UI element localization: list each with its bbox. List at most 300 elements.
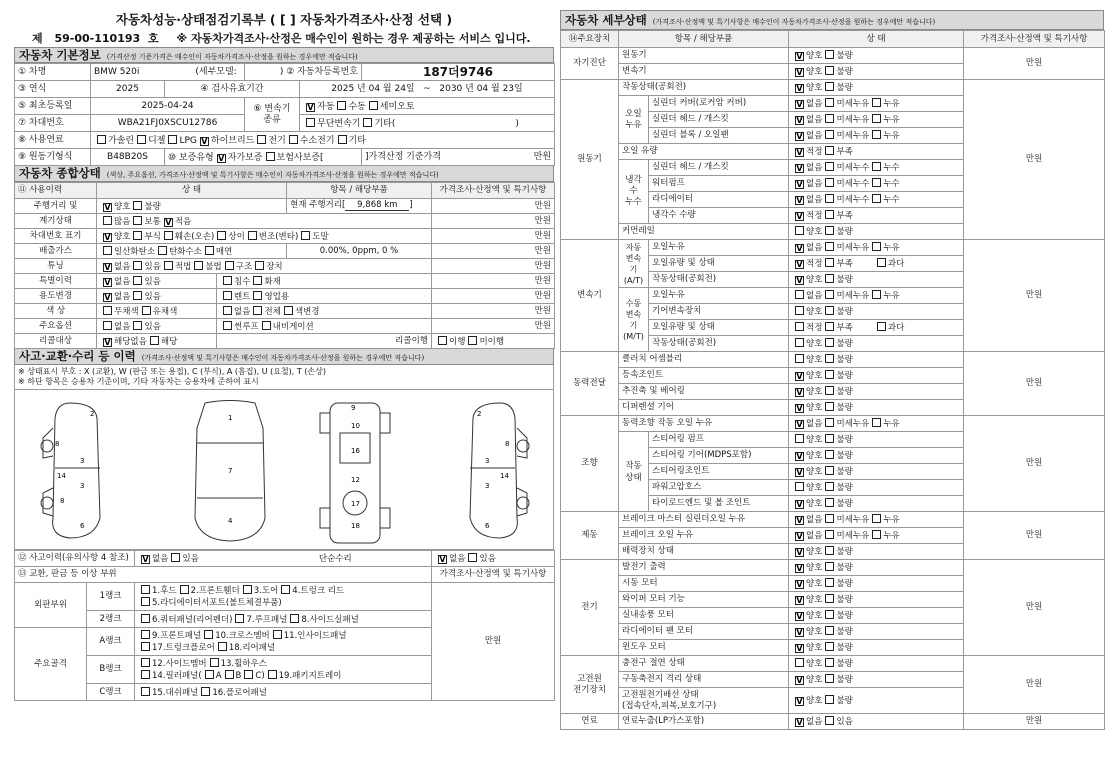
state-i1: 양호 불량	[789, 656, 964, 672]
special-options: V 없음 있음	[97, 274, 217, 289]
accident-table	[14, 550, 555, 701]
checkbox-smoke[interactable]	[205, 246, 214, 255]
item-c3: 작동상태(공회전)	[649, 272, 789, 288]
svg-text:3: 3	[485, 457, 490, 465]
mileage-label: 주행거리 및	[15, 199, 97, 214]
checkbox-hc[interactable]	[158, 246, 167, 255]
special-details: 침수 화재	[217, 274, 432, 289]
checkbox-navi[interactable]	[262, 321, 271, 330]
checkbox-p10[interactable]	[204, 630, 213, 639]
checkbox-g1-none[interactable]: V	[796, 516, 803, 525]
checkbox-b1-good[interactable]: V	[796, 84, 803, 93]
checkbox-auto[interactable]: V	[307, 102, 314, 112]
checkbox-d2-good[interactable]: V	[796, 372, 803, 381]
label-validity: ④ 검사유효기간	[165, 81, 300, 98]
checkbox-b8-none[interactable]: V	[796, 196, 803, 205]
checkbox-sunroof[interactable]	[223, 321, 232, 330]
checkbox-c4-leak[interactable]	[872, 290, 881, 299]
emission-label: 배출가스	[15, 244, 97, 259]
checkbox-warranty-ins[interactable]	[266, 152, 275, 161]
checkbox-b3-minor[interactable]	[825, 114, 834, 123]
checkbox-c3-bad[interactable]	[825, 274, 834, 283]
checkbox-fuel-0[interactable]	[97, 135, 106, 144]
header-state: 상 태	[789, 31, 964, 48]
checkbox-f6-good[interactable]: V	[796, 500, 803, 509]
checkbox-semi[interactable]	[369, 101, 378, 110]
item-b3: 실린더 헤드 / 개스킷	[649, 112, 789, 128]
state-b8: V 없음 미세누수 누수	[789, 192, 964, 208]
checkbox-h4-good[interactable]: V	[796, 612, 803, 621]
checkbox-d3-good[interactable]: V	[796, 388, 803, 397]
svg-text:2: 2	[477, 410, 482, 418]
item-i2: 구동축전지 격리 상태	[619, 672, 789, 688]
parts-price: 만원	[432, 583, 555, 701]
checkbox-p11[interactable]	[273, 630, 282, 639]
state-j1: V 없음 있음	[789, 714, 964, 730]
item-f5: 파워고압호스	[649, 480, 789, 496]
checkbox-a1-good[interactable]: V	[796, 52, 803, 61]
label-first-reg: ⑤ 최초등록일	[15, 98, 91, 115]
detail-table	[560, 30, 1105, 730]
checkbox-c5-good[interactable]	[795, 306, 804, 315]
checkbox-p13[interactable]	[210, 658, 219, 667]
state-h3: V 양호 불량	[789, 592, 964, 608]
svg-text:6: 6	[485, 522, 490, 530]
group-engine: 원동기	[561, 80, 619, 240]
checkbox-purpose-exist[interactable]	[133, 291, 142, 300]
car-side-right-diagram	[445, 398, 535, 543]
car-name: BMW 520i (세부모델:	[91, 64, 245, 81]
mileage-state: 많음 보통 V 적음	[97, 214, 432, 229]
checkbox-h4-bad[interactable]	[825, 610, 834, 619]
checkbox-c1-minor[interactable]	[825, 242, 834, 251]
checkbox-f5-bad[interactable]	[825, 482, 834, 491]
checkbox-f2-good[interactable]	[795, 434, 804, 443]
checkbox-purpose-none[interactable]: V	[104, 292, 111, 302]
rank2-label: 2랭크	[87, 611, 135, 628]
checkbox-plate-2[interactable]	[164, 231, 173, 240]
checkbox-meter-bad[interactable]	[133, 201, 142, 210]
svg-text:14: 14	[500, 472, 509, 480]
checkbox-b2-none[interactable]: V	[796, 100, 803, 109]
checkbox-business[interactable]	[253, 291, 262, 300]
auto-trans-label: 자동 변속기 (A/T)	[619, 240, 649, 288]
checkbox-c6-proper[interactable]	[795, 322, 804, 331]
rank1-label: 1랭크	[87, 583, 135, 611]
price-drivetrain: 만원	[964, 352, 1105, 416]
checkbox-plate-0[interactable]: V	[104, 232, 111, 242]
checkbox-b3-none[interactable]: V	[796, 116, 803, 125]
checkbox-d1-bad[interactable]	[825, 354, 834, 363]
checkbox-color-change[interactable]	[284, 306, 293, 315]
checkbox-d4-good[interactable]: V	[796, 404, 803, 413]
recall-performance-label: 리콜이행	[217, 334, 432, 349]
checkbox-b4-minor[interactable]	[825, 130, 834, 139]
checkbox-d2-bad[interactable]	[825, 370, 834, 379]
state-i3: V 양호 불량	[789, 688, 964, 714]
checkbox-g3-bad[interactable]	[825, 546, 834, 555]
checkbox-h1-bad[interactable]	[825, 562, 834, 571]
parts-label: ⑬ 교환, 판금 등 이상 부위	[15, 567, 432, 583]
checkbox-p4[interactable]	[281, 585, 290, 594]
checkbox-special-exist[interactable]	[133, 276, 142, 285]
checkbox-p9[interactable]	[141, 630, 150, 639]
state-f1: V 없음 미세누유 누유	[789, 416, 964, 432]
meter-state: V 양호 불량	[97, 199, 287, 214]
checkbox-i2-bad[interactable]	[825, 674, 834, 683]
checkbox-color-none[interactable]	[223, 306, 232, 315]
item-f6: 타이로드엔드 및 볼 조인트	[649, 496, 789, 512]
checkbox-b6-none[interactable]: V	[796, 164, 803, 173]
checkbox-h2-good[interactable]: V	[796, 580, 803, 589]
state-f4: V 양호 불량	[789, 464, 964, 480]
checkbox-repair-exist[interactable]	[468, 553, 477, 562]
service-notice: ※ 자동차가격조사·산정은 매수인이 원하는 경우 제공하는 서비스 입니다.	[176, 32, 531, 45]
checkbox-b4-none[interactable]: V	[796, 132, 803, 141]
checkbox-f4-bad[interactable]	[825, 466, 834, 475]
plate-state: V 양호 부식 훼손(오손) 상이 변조(변타) 도말	[97, 229, 432, 244]
svg-text:3: 3	[485, 482, 490, 490]
checkbox-b8-minor[interactable]	[825, 194, 834, 203]
tuning-options: V 없음 있음 적법 불법 구조 장치	[97, 259, 432, 274]
checkbox-rent[interactable]	[223, 291, 232, 300]
checkbox-g2-minor[interactable]	[825, 530, 834, 539]
basic-info-note: (가격산정 기준가격은 매수인이 자동차가격조사·산정을 원하는 경우에만 적습니다)	[106, 53, 358, 61]
checkbox-a2-good[interactable]: V	[796, 68, 803, 77]
label-car-name: ① 차명	[15, 64, 91, 81]
emission-options: 일산화탄소 탄화수소 매연	[97, 244, 287, 259]
checkbox-f4-good[interactable]: V	[796, 468, 803, 477]
item-b2: 실린더 커버(로커암 커버)	[649, 96, 789, 112]
checkbox-b2-minor[interactable]	[825, 98, 834, 107]
checkbox-f1-minor[interactable]	[825, 418, 834, 427]
state-b9: V 적정 부족	[789, 208, 964, 224]
checkbox-p17[interactable]	[141, 642, 150, 651]
checkbox-c1-none[interactable]: V	[796, 244, 803, 253]
checkbox-b7-leak[interactable]	[872, 178, 881, 187]
checkbox-d3-bad[interactable]	[825, 386, 834, 395]
checkbox-i2-good[interactable]: V	[796, 676, 803, 685]
first-reg-date: 2025-04-24	[91, 98, 245, 115]
checkbox-recall-yes[interactable]	[150, 336, 159, 345]
state-c5: 양호 불량	[789, 304, 964, 320]
item-c7: 작동상태(공회전)	[649, 336, 789, 352]
checkbox-fire[interactable]	[253, 276, 262, 285]
checkbox-h1-good[interactable]: V	[796, 564, 803, 573]
checkbox-chro[interactable]	[142, 306, 151, 315]
parts-price-header: 가격조사·산정액 및 특기사항	[432, 567, 555, 583]
checkbox-h6-good[interactable]: V	[796, 644, 803, 653]
label-engine: ⑨ 원동기형식	[15, 149, 91, 166]
checkbox-c6-over[interactable]	[877, 322, 886, 331]
checkbox-c4-minor[interactable]	[825, 290, 834, 299]
state-b4: V 없음 미세누유 누유	[789, 128, 964, 144]
price-mileage: 만원	[432, 199, 555, 214]
item-h6: 윈도우 모터	[619, 640, 789, 656]
checkbox-option-exist[interactable]	[133, 321, 142, 330]
item-h5: 라디에이터 팬 모터	[619, 624, 789, 640]
checkbox-option-none[interactable]	[103, 321, 112, 330]
state-b2: V 없음 미세누유 누유	[789, 96, 964, 112]
checkbox-p15[interactable]	[141, 687, 150, 696]
checkbox-recall-na[interactable]: V	[104, 337, 111, 347]
checkbox-special-none[interactable]: V	[104, 277, 111, 287]
checkbox-c6-lack[interactable]	[825, 322, 834, 331]
checkbox-h5-good[interactable]: V	[796, 628, 803, 637]
state-a2: V 양호 불량	[789, 64, 964, 80]
checkbox-tune-1[interactable]	[133, 261, 142, 270]
checkbox-g1-minor[interactable]	[825, 514, 834, 523]
checkbox-cvt[interactable]	[306, 118, 315, 127]
price-tuning: 만원	[432, 259, 555, 274]
checkbox-p8[interactable]	[290, 614, 299, 623]
header-state: 상 태	[97, 183, 287, 199]
item-b5: 오일 유량	[619, 144, 789, 160]
recall-label: 리콜대상	[15, 334, 97, 349]
checkbox-manual[interactable]	[337, 101, 346, 110]
item-i1: 충전구 절연 상태	[619, 656, 789, 672]
checkbox-achro[interactable]	[103, 306, 112, 315]
ranka-label: A랭크	[87, 628, 135, 656]
svg-text:14: 14	[57, 472, 66, 480]
checkbox-tune-3[interactable]	[194, 261, 203, 270]
checkbox-b3-leak[interactable]	[872, 114, 881, 123]
outer-panel-label: 외판부위	[15, 583, 87, 628]
checkbox-fuel-2[interactable]	[168, 135, 177, 144]
state-c2: V 적정 부족 과다	[789, 256, 964, 272]
checkbox-i3-good[interactable]: V	[796, 697, 803, 706]
checkbox-p12[interactable]	[141, 658, 150, 667]
checkbox-b7-minor[interactable]	[825, 178, 834, 187]
checkbox-c7-bad[interactable]	[825, 338, 834, 347]
checkbox-tune-5[interactable]	[255, 261, 264, 270]
overall-header	[14, 166, 554, 182]
item-f3: 스티어링 기어(MDPS포함)	[649, 448, 789, 464]
checkbox-plate-4[interactable]	[248, 231, 257, 240]
color-options: 무채색 유채색	[97, 304, 217, 319]
checkbox-p19[interactable]	[268, 670, 277, 679]
plate-label: 차대번호 표기	[15, 229, 97, 244]
checkbox-plate-3[interactable]	[217, 231, 226, 240]
checkbox-fuel-5[interactable]	[289, 135, 298, 144]
checkbox-b9-lack[interactable]	[825, 210, 834, 219]
checkbox-tune-2[interactable]	[164, 261, 173, 270]
checkbox-i1-bad[interactable]	[825, 658, 834, 667]
checkbox-recall-not[interactable]	[468, 336, 477, 345]
checkbox-pillar-c[interactable]	[244, 670, 253, 679]
svg-text:16: 16	[351, 447, 360, 455]
checkbox-i1-good[interactable]	[795, 658, 804, 667]
item-g3: 배력장치 상태	[619, 544, 789, 560]
checkbox-c1-leak[interactable]	[872, 242, 881, 251]
checkbox-f3-bad[interactable]	[825, 450, 834, 459]
checkbox-c2-over[interactable]	[877, 258, 886, 267]
accident-legend	[14, 365, 554, 390]
price-engine: 만원	[964, 80, 1105, 240]
state-g3: V 양호 불량	[789, 544, 964, 560]
item-d2: 등속조인트	[619, 368, 789, 384]
recall-performance: 이행 미이행	[432, 334, 555, 349]
checkbox-b10-bad[interactable]	[825, 226, 834, 235]
checkbox-h3-good[interactable]: V	[796, 596, 803, 605]
checkbox-c3-good[interactable]: V	[796, 276, 803, 285]
checkbox-p18[interactable]	[218, 642, 227, 651]
engine-type: B48B20S	[91, 149, 165, 166]
item-d3: 추진축 및 베어링	[619, 384, 789, 400]
rankb-label: B랭크	[87, 656, 135, 684]
number-label: 제	[32, 32, 43, 45]
checkbox-accident-none[interactable]: V	[142, 555, 149, 564]
group-transmission: 변속기	[561, 240, 619, 352]
checkbox-warranty-self[interactable]: V	[218, 153, 225, 163]
coolant-leak-label: 냉각수 누수	[619, 160, 649, 224]
checkbox-repair-none[interactable]: V	[439, 555, 446, 564]
item-c5: 기어변속장치	[649, 304, 789, 320]
checkbox-g3-good[interactable]: V	[796, 548, 803, 557]
checkbox-h6-bad[interactable]	[825, 642, 834, 651]
checkbox-f3-good[interactable]: V	[796, 452, 803, 461]
item-b9: 냉각수 수량	[649, 208, 789, 224]
checkbox-a2-bad[interactable]	[825, 66, 834, 75]
checkbox-f1-leak[interactable]	[872, 418, 881, 427]
checkbox-b6-minor[interactable]	[825, 162, 834, 171]
state-d1: 양호 불량	[789, 352, 964, 368]
checkbox-fuel-1[interactable]	[137, 135, 146, 144]
state-h1: V 양호 불량	[789, 560, 964, 576]
checkbox-full[interactable]	[253, 306, 262, 315]
meter-label: 계기상태	[15, 214, 97, 229]
checkbox-b4-leak[interactable]	[872, 130, 881, 139]
checkbox-fuel-4[interactable]	[257, 135, 266, 144]
checkbox-b1-bad[interactable]	[825, 82, 834, 91]
checkbox-b9-proper[interactable]: V	[796, 212, 803, 221]
checkbox-p16[interactable]	[201, 687, 210, 696]
car-side-left-diagram	[35, 398, 125, 543]
checkbox-j1-none[interactable]: V	[796, 718, 803, 727]
label-vin: ⑦ 차대번호	[15, 115, 91, 132]
svg-text:1: 1	[228, 414, 233, 422]
checkbox-pillar-a[interactable]	[205, 670, 214, 679]
checkbox-plate-1[interactable]	[133, 231, 142, 240]
checkbox-b7-none[interactable]: V	[796, 180, 803, 189]
checkbox-d1-good[interactable]	[795, 354, 804, 363]
checkbox-d4-bad[interactable]	[825, 402, 834, 411]
price-special: 만원	[432, 274, 555, 289]
checkbox-f2-bad[interactable]	[825, 434, 834, 443]
checkbox-accident-exist[interactable]	[171, 553, 180, 562]
overall-table	[14, 182, 555, 349]
checkbox-mileage-many[interactable]	[103, 216, 112, 225]
checkbox-b5-proper[interactable]: V	[796, 148, 803, 157]
checkbox-meter-good[interactable]: V	[104, 202, 111, 212]
mileage-value: 9,868 km	[345, 201, 409, 211]
item-h4: 실내송풍 모터	[619, 608, 789, 624]
checkbox-i3-bad[interactable]	[825, 695, 834, 704]
ranka-parts: 9.프론트패널 10.크로스멤버 11.인사이드패널 17.트렁크플로어 18.리어패널	[135, 628, 432, 656]
number-suffix: 호	[148, 32, 159, 45]
checkbox-g2-none[interactable]: V	[796, 532, 803, 541]
item-f2: 스티어링 펌프	[649, 432, 789, 448]
checkbox-flood[interactable]	[223, 276, 232, 285]
checkbox-b2-leak[interactable]	[872, 98, 881, 107]
checkbox-plate-5[interactable]	[301, 231, 310, 240]
checkbox-j1-exist[interactable]	[825, 716, 834, 725]
checkbox-h2-bad[interactable]	[825, 578, 834, 587]
checkbox-tune-4[interactable]	[225, 261, 234, 270]
tuning-label: 튜닝	[15, 259, 97, 274]
item-b8: 라디에이터	[649, 192, 789, 208]
legend-symbols: ※ 상태표시 부호 : X (교환), W (판금 또는 용접), C (부식), A (흠집), U (요철), T (손상)	[18, 367, 327, 376]
checkbox-p3[interactable]	[243, 585, 252, 594]
checkbox-h5-bad[interactable]	[825, 626, 834, 635]
state-f6: V 양호 불량	[789, 496, 964, 512]
group-steering: 조향	[561, 416, 619, 512]
checkbox-b8-leak[interactable]	[872, 194, 881, 203]
checkbox-b6-leak[interactable]	[872, 162, 881, 171]
item-f4: 스티어링조인트	[649, 464, 789, 480]
checkbox-tune-0[interactable]: V	[104, 262, 111, 272]
state-d4: V 양호 불량	[789, 400, 964, 416]
checkbox-recall-done[interactable]	[438, 336, 447, 345]
price-brake: 만원	[964, 512, 1105, 560]
item-c2: 오일유량 및 상태	[649, 256, 789, 272]
svg-text:4: 4	[228, 517, 233, 525]
checkbox-a1-bad[interactable]	[825, 50, 834, 59]
checkbox-fuel-6[interactable]	[338, 135, 347, 144]
group-fuel: 연료	[561, 714, 619, 730]
validity-period: 2025 년 04 월 24일 ~ 2030 년 04 월 23일	[300, 81, 555, 98]
svg-text:18: 18	[351, 522, 360, 530]
checkbox-pillar-b[interactable]	[225, 670, 234, 679]
checkbox-f5-good[interactable]	[795, 482, 804, 491]
price-emission: 만원	[432, 244, 555, 259]
checkbox-f1-none[interactable]: V	[796, 420, 803, 429]
checkbox-p5[interactable]	[141, 597, 150, 606]
checkbox-c4-none[interactable]	[795, 290, 804, 299]
checkbox-p1[interactable]	[141, 585, 150, 594]
checkbox-h3-bad[interactable]	[825, 594, 834, 603]
checkbox-p2[interactable]	[180, 585, 189, 594]
state-a1: V 양호 불량	[789, 48, 964, 64]
header-price: 가격조사·산정액 및 특기사항	[964, 31, 1105, 48]
checkbox-mileage-normal[interactable]	[133, 216, 142, 225]
accident-history: V 없음 있음 단순수리	[135, 551, 432, 567]
state-b6: V 없음 미세누수 누수	[789, 160, 964, 176]
checkbox-g2-leak[interactable]	[872, 530, 881, 539]
item-c6: 오일유량 및 상태	[649, 320, 789, 336]
checkbox-etc[interactable]	[363, 118, 372, 127]
checkbox-co[interactable]	[103, 246, 112, 255]
checkbox-mileage-few[interactable]: V	[165, 217, 172, 227]
basic-info-header	[14, 47, 554, 63]
checkbox-c2-proper[interactable]: V	[796, 260, 803, 269]
checkbox-c7-good[interactable]	[795, 338, 804, 347]
checkbox-c5-bad[interactable]	[825, 306, 834, 315]
svg-text:8: 8	[55, 440, 60, 448]
checkbox-b5-lack[interactable]	[825, 146, 834, 155]
checkbox-p14[interactable]	[141, 670, 150, 679]
checkbox-p6[interactable]	[141, 614, 150, 623]
accident-history-label: ⑫ 사고이력(유의사항 4 참조)	[15, 551, 135, 567]
detail-note: (가격조사·산정액 및 특기사항은 매수인이 자동차가격조사·산정을 원하는 경우에만 적습니다)	[652, 18, 936, 26]
checkbox-fuel-3[interactable]: V	[201, 136, 208, 146]
checkbox-b10-good[interactable]	[795, 226, 804, 235]
checkbox-f6-bad[interactable]	[825, 498, 834, 507]
checkbox-g1-leak[interactable]	[872, 514, 881, 523]
checkbox-c2-lack[interactable]	[825, 258, 834, 267]
checkbox-p7[interactable]	[235, 614, 244, 623]
mileage-current: 현재 주행거리[ 9,868 km ]	[287, 199, 432, 214]
